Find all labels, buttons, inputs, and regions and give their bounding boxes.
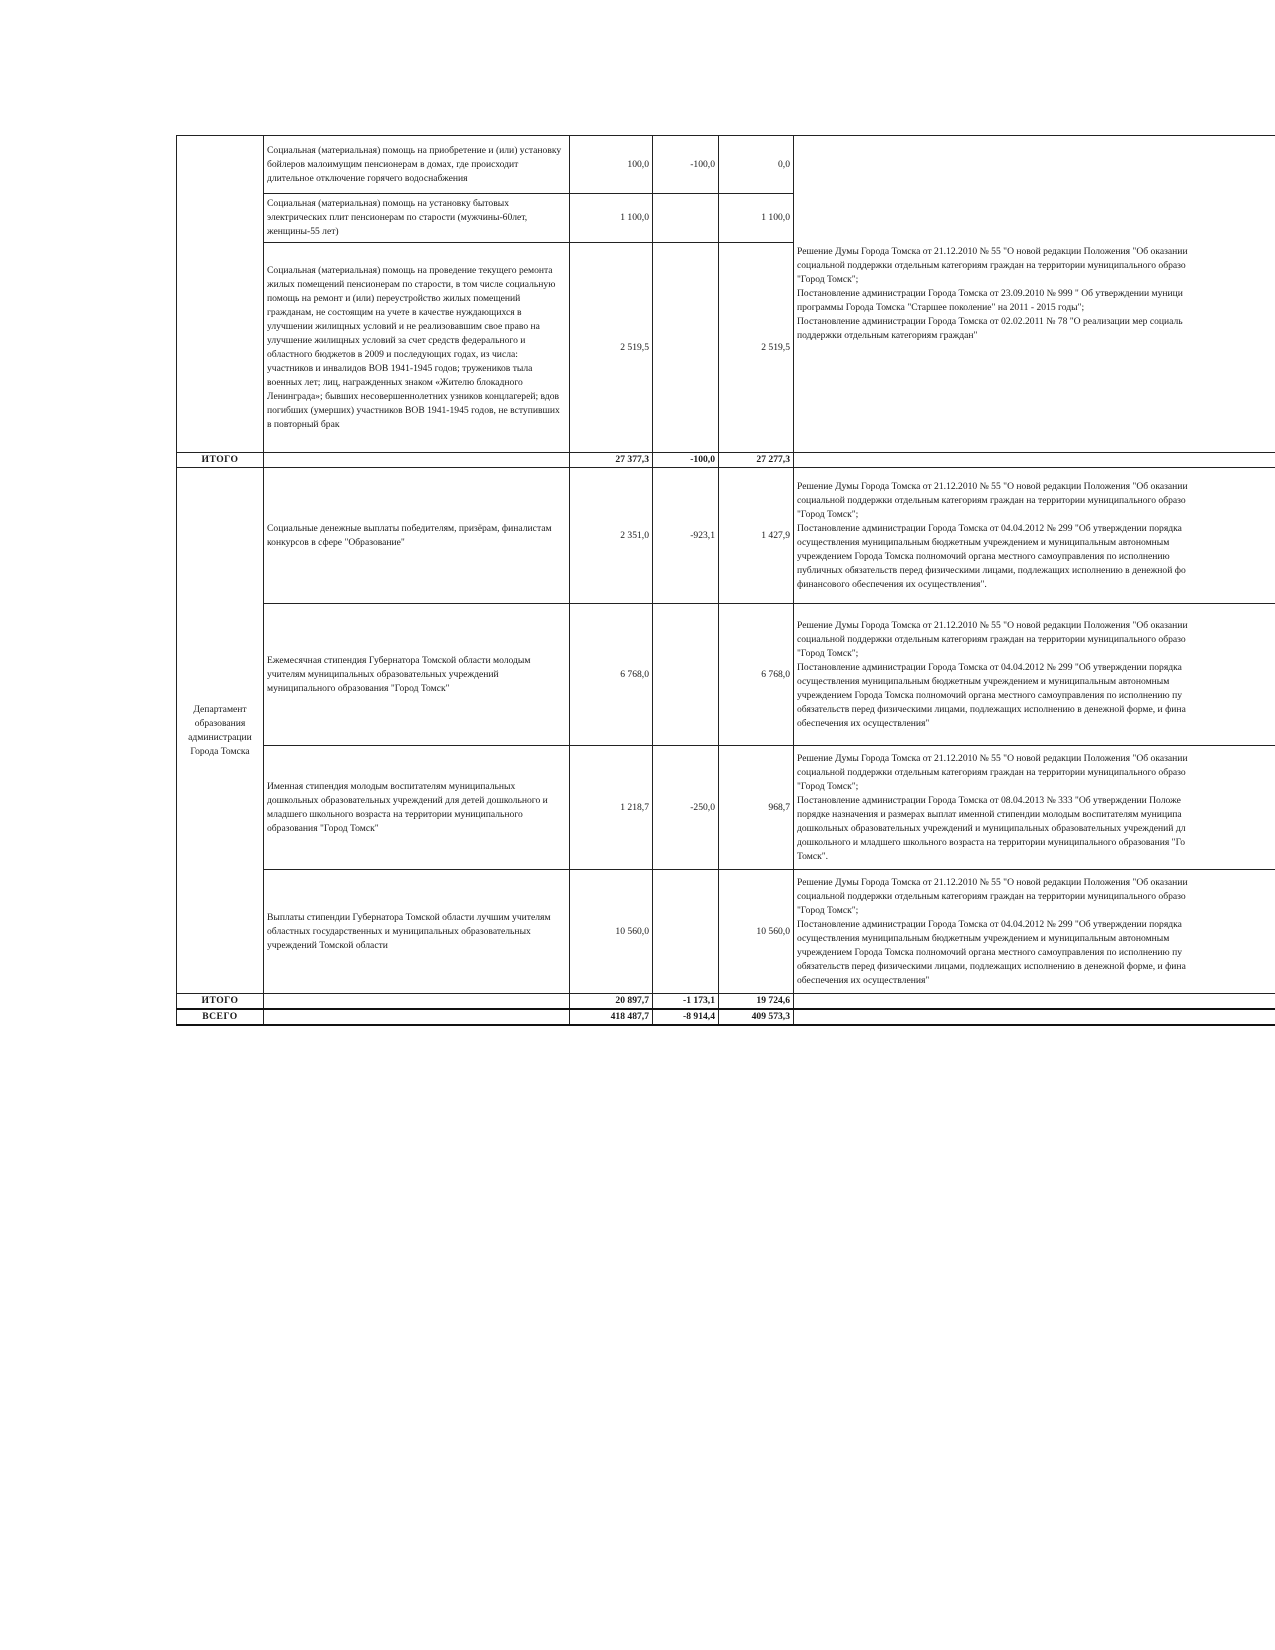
department-cell: [177, 468, 264, 994]
value-adjusted: 968,7: [719, 746, 794, 870]
basis-line: "Город Томск";: [797, 274, 859, 285]
basis-line: Решение Думы Города Томска от 21.12.2010 № 55 "О новой редакции Положения "Об оказании: [797, 752, 1188, 764]
basis-line: "Город Томск";: [797, 647, 859, 659]
basis-line: программы Города Томска "Старшее поколение" на 2011 - 2015 годы";: [797, 302, 1085, 313]
empty-cell: [264, 1009, 570, 1025]
subtotal-row: [177, 994, 1275, 1010]
value-change: [653, 604, 719, 746]
measure-description: Именная стипендия молодым воспитателям муниципальных дошкольных образовательных учреждений для детей дошкольного и младшего школьного возраста на территории муниципального образования "Город Томск": [264, 746, 570, 870]
measure-description: Социальная (материальная) помощь на приобретение и (или) установку бойлеров малоимущим пенсионерам в домах, где происходит длительное отключение горячего водоснабжения: [264, 136, 570, 194]
basis-line: обеспечения их осуществления": [797, 717, 930, 729]
value-planned: 1 100,0: [570, 194, 653, 243]
subtotal-change: -1 173,1: [653, 994, 719, 1010]
legal-basis-cell: [794, 746, 1275, 870]
basis-line: осуществления муниципальным бюджетным учреждением и муниципальным автономным: [797, 536, 1170, 548]
basis-line: Решение Думы Города Томска от 21.12.2010 № 55 "О новой редакции Положения "Об оказании: [797, 619, 1188, 631]
value-planned: 2 351,0: [570, 468, 653, 604]
basis-line: Постановление администрации Города Томска от 04.04.2012 № 299 "Об утверждении порядка: [797, 918, 1182, 930]
basis-line: учреждением Города Томска полномочий органа местного самоуправления по исполнению пу: [797, 946, 1183, 958]
grand-total-row: [177, 1009, 1275, 1025]
basis-line: Решение Думы Города Томска от 21.12.2010 № 55 "О новой редакции Положения "Об оказании: [797, 876, 1188, 888]
empty-cell: [264, 994, 570, 1010]
basis-line: социальной поддержки отдельным категориям граждан на территории муниципального образо: [797, 890, 1186, 902]
legal-basis-cell: [794, 136, 1275, 453]
subtotal-planned: 20 897,7: [570, 994, 653, 1010]
basis-line: обязательств перед физическими лицами, подлежащих исполнению в денежной форме, и фина: [797, 703, 1186, 715]
basis-line: осуществления муниципальным бюджетным учреждением и муниципальным автономным: [797, 932, 1170, 944]
basis-line: дошкольного и младшего школьного возраста на территории муниципального образования "Го: [797, 836, 1186, 848]
measure-description: Социальная (материальная) помощь на установку бытовых электрических плит пенсионерам по старости (мужчины-60лет, женщины-55 лет): [264, 194, 570, 243]
empty-cell: [794, 453, 1275, 468]
empty-cell: [264, 453, 570, 468]
basis-line: обязательств перед физическими лицами, подлежащих исполнению в денежной форме, и фина: [797, 960, 1186, 972]
value-change: [653, 870, 719, 994]
basis-line: Постановление администрации Города Томска от 08.04.2013 № 333 "Об утверждении Положе: [797, 794, 1181, 806]
table-row: [177, 746, 1275, 870]
basis-line: социальной поддержки отдельным категориям граждан на территории муниципального образо: [797, 260, 1186, 271]
document-page: [176, 135, 1275, 1026]
legal-basis-cell: [794, 468, 1275, 604]
basis-line: "Город Томск";: [797, 508, 859, 520]
subtotal-change: -100,0: [653, 453, 719, 468]
value-change: -250,0: [653, 746, 719, 870]
value-adjusted: 2 519,5: [719, 243, 794, 453]
measure-description: Социальная (материальная) помощь на проведение текущего ремонта жилых помещений пенсионерам по старости, в том числе социальную помощь на ремонт и (или) переустройство жилых помещений гражданам, не состоящим на учете в качестве нуждающихся в улучшении жилищных условий и не реализовавшим свое право на улучшение жилищных условий за счет средств федерального и областного бюджетов в 2009 и последующих годах, из числа: участников и инвалидов ВОВ 1941-1945 годов; тружеников тыла военных лет; лиц, награжденных знаком «Жителю блокадного Ленинграда»; бывших несовершеннолетних узников концлагерей; вдов погибших (умерших) участников ВОВ 1941-1945 годов, не вступивших в повторный брак: [264, 243, 570, 453]
value-adjusted: 0,0: [719, 136, 794, 194]
department-name-line: администрации: [188, 731, 252, 743]
grand-total-label: ВСЕГО: [177, 1009, 264, 1025]
value-change: -923,1: [653, 468, 719, 604]
value-adjusted: 1 100,0: [719, 194, 794, 243]
grand-total-planned: 418 487,7: [570, 1009, 653, 1025]
basis-line: осуществления муниципальным бюджетным учреждением и муниципальным автономным: [797, 675, 1170, 687]
value-planned: 10 560,0: [570, 870, 653, 994]
basis-line: Томск".: [797, 850, 829, 862]
value-adjusted: 10 560,0: [719, 870, 794, 994]
empty-cell: [794, 1009, 1275, 1025]
subtotal-label: ИТОГО: [177, 453, 264, 468]
subtotal-adjusted: 19 724,6: [719, 994, 794, 1010]
empty-cell: [794, 994, 1275, 1010]
basis-line: Постановление администрации Города Томска от 02.02.2011 № 78 "О реализации мер социаль: [797, 316, 1183, 327]
value-planned: 6 768,0: [570, 604, 653, 746]
basis-line: учреждением Города Томска полномочий органа местного самоуправления по исполнению пу: [797, 689, 1183, 701]
value-planned: 1 218,7: [570, 746, 653, 870]
grand-total-adjusted: 409 573,3: [719, 1009, 794, 1025]
value-adjusted: 1 427,9: [719, 468, 794, 604]
table-row: [177, 870, 1275, 994]
table-row: [177, 468, 1275, 604]
department-cell: [177, 136, 264, 453]
basis-line: финансового обеспечения их осуществления".: [797, 578, 987, 590]
measure-description: Выплаты стипендии Губернатора Томской области лучшим учителям областных государственных и муниципальных образовательных учреждений Томской области: [264, 870, 570, 994]
measure-description: Социальные денежные выплаты победителям, призёрам, финалистам конкурсов в сфере "Образование": [264, 468, 570, 604]
basis-line: порядке назначения и размерах выплат именной стипендии молодым воспитателям муниципа: [797, 808, 1182, 820]
social-support-table: [176, 135, 1275, 1026]
legal-basis-cell: [794, 604, 1275, 746]
department-name-line: Департамент: [193, 703, 247, 715]
subtotal-adjusted: 27 277,3: [719, 453, 794, 468]
department-name-line: Города Томска: [190, 745, 250, 757]
value-change: -100,0: [653, 136, 719, 194]
value-planned: 2 519,5: [570, 243, 653, 453]
basis-line: Постановление администрации Города Томска от 04.04.2012 № 299 "Об утверждении порядка: [797, 661, 1182, 673]
table-row: [177, 604, 1275, 746]
subtotal-row: [177, 453, 1275, 468]
department-name-line: образования: [194, 717, 246, 729]
subtotal-label: ИТОГО: [177, 994, 264, 1010]
value-adjusted: 6 768,0: [719, 604, 794, 746]
measure-description: Ежемесячная стипендия Губернатора Томской области молодым учителям муниципальных образовательных учреждений муниципального образования "Город Томск": [264, 604, 570, 746]
basis-line: социальной поддержки отдельным категориям граждан на территории муниципального образо: [797, 633, 1186, 645]
basis-line: социальной поддержки отдельным категориям граждан на территории муниципального образо: [797, 494, 1186, 506]
legal-basis-cell: [794, 870, 1275, 994]
basis-line: обеспечения их осуществления": [797, 974, 930, 986]
basis-line: Постановление администрации Города Томска от 23.09.2010 № 999 " Об утверждении муници: [797, 288, 1183, 299]
basis-line: дошкольных образовательных учреждений и муниципальных образовательных учреждений дл: [797, 822, 1186, 834]
basis-line: Решение Думы Города Томска от 21.12.2010 № 55 "О новой редакции Положения "Об оказании: [797, 246, 1188, 257]
subtotal-planned: 27 377,3: [570, 453, 653, 468]
value-change: [653, 194, 719, 243]
value-planned: 100,0: [570, 136, 653, 194]
basis-line: Постановление администрации Города Томска от 04.04.2012 № 299 "Об утверждении порядка: [797, 522, 1182, 534]
basis-line: "Город Томск";: [797, 780, 859, 792]
table-row: [177, 136, 1275, 194]
basis-line: поддержки отдельным категориям граждан": [797, 330, 978, 341]
grand-total-change: -8 914,4: [653, 1009, 719, 1025]
basis-line: публичных обязательств перед физическими лицами, подлежащих исполнению в денежной фо: [797, 564, 1186, 576]
basis-line: социальной поддержки отдельным категориям граждан на территории муниципального образо: [797, 766, 1186, 778]
basis-line: Решение Думы Города Томска от 21.12.2010 № 55 "О новой редакции Положения "Об оказании: [797, 480, 1188, 492]
value-change: [653, 243, 719, 453]
basis-line: "Город Томск";: [797, 904, 859, 916]
basis-line: учреждением Города Томска полномочий органа местного самоуправления по исполнению: [797, 550, 1170, 562]
